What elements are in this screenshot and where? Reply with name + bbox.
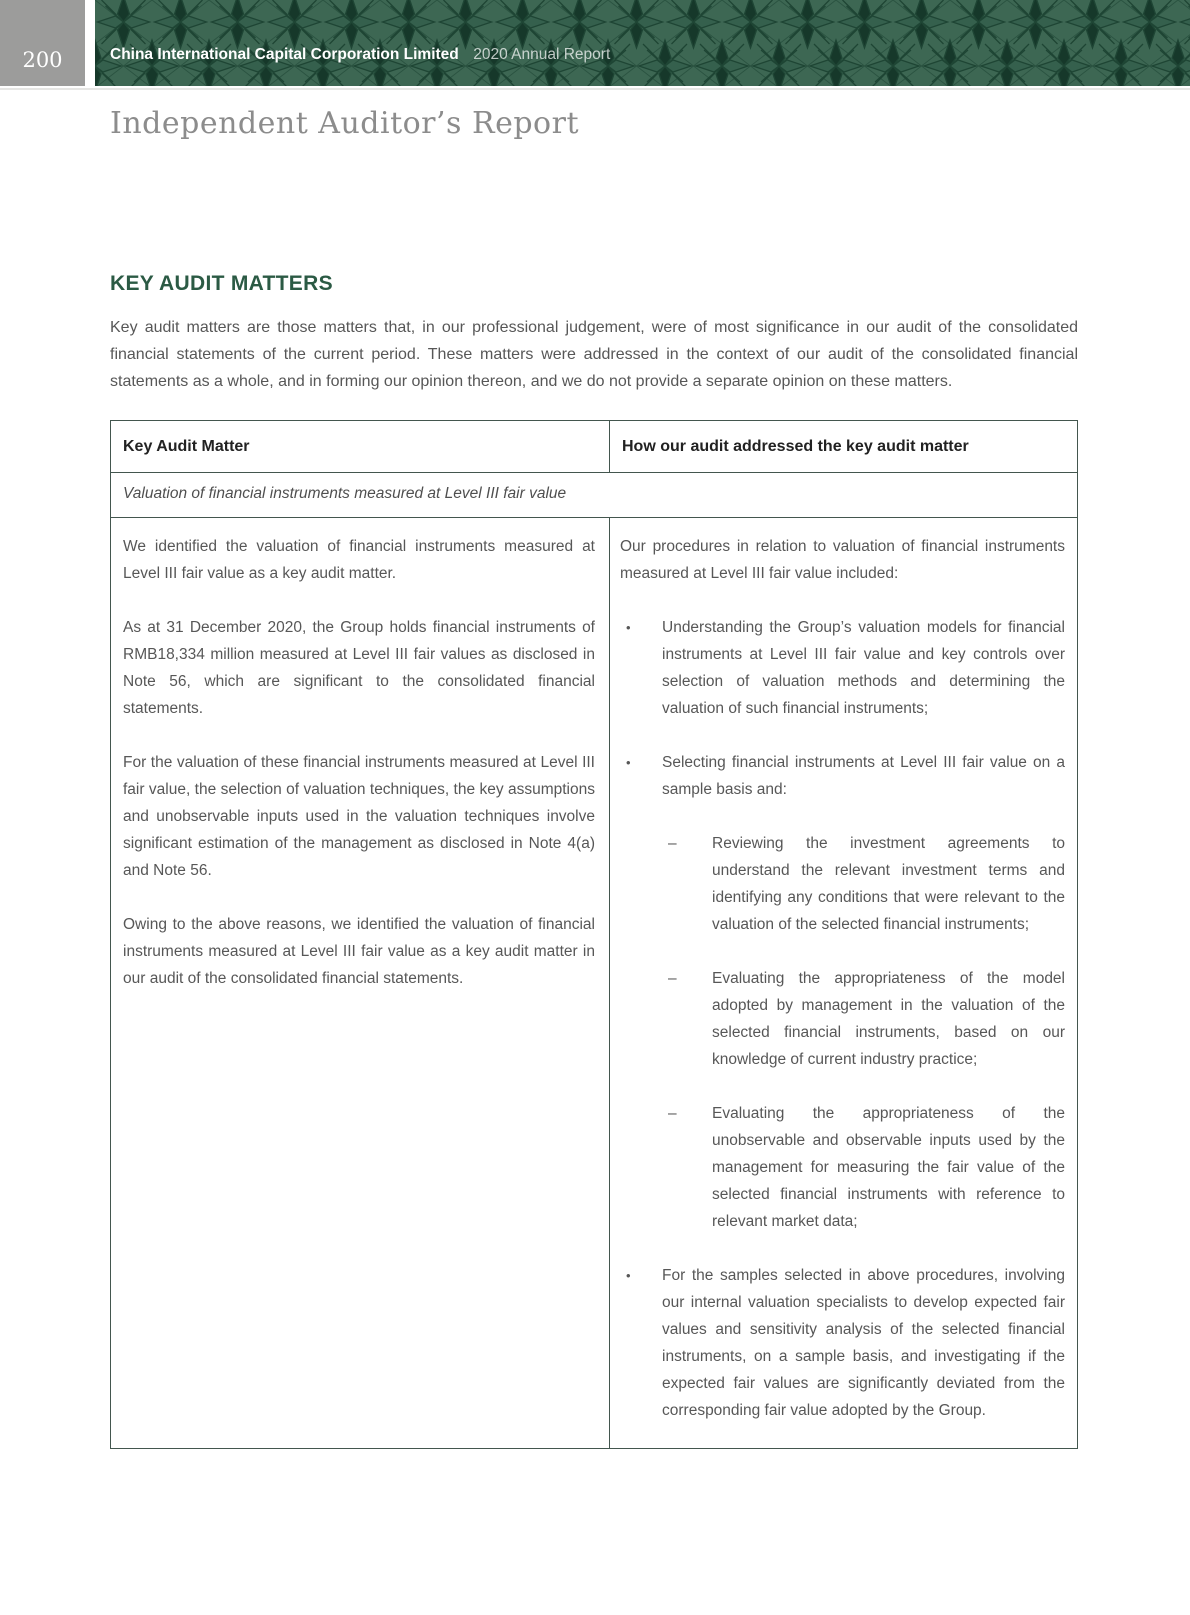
item-text: Evaluating the appropriateness of the unobservable and observable inputs used by the management for measuring the fair value of the selected financial instruments with reference to relevant market data; (712, 1105, 1065, 1230)
company-name: China International Capital Corporation Limited (110, 46, 459, 63)
right-cell (609, 518, 1077, 1448)
dash-item (668, 965, 1065, 1073)
section-intro: Key audit matters are those matters that, in our professional judgement, were of most significance in our audit of the consolidated financial statements of the current period. These matters were addressed in the context of our audit of the consolidated financial statements as a whole, and in forming our opinion thereon, and we do not provide a separate opinion on these matters. (110, 319, 1078, 390)
left-paragraph: Owing to the above reasons, we identified the valuation of financial instruments measured at Level III fair value as a key audit matter in our audit of the consolidated financial statements. (123, 916, 595, 987)
header-band (95, 0, 1190, 86)
right-intro: Our procedures in relation to valuation of financial instruments measured at Level III fair value included: (620, 538, 1065, 582)
column-header-key-audit-matter: Key Audit Matter (123, 438, 250, 455)
bullet-marker: • (626, 1268, 631, 1283)
bullet-item (620, 1262, 1065, 1424)
item-text: Understanding the Group’s valuation models for financial instruments at Level III fair value and key controls over selection of valuation methods and determining the valuation of such financial instruments; (662, 619, 1065, 717)
left-cell (111, 518, 609, 1448)
left-paragraph: As at 31 December 2020, the Group holds financial instruments of RMB18,334 million measured at Level III fair values as disclosed in Note 56, which are significant to the consolidated financial statements. (123, 619, 595, 717)
dash-marker: – (668, 835, 677, 852)
page-number: 200 (22, 48, 63, 72)
dash-marker: – (668, 970, 677, 987)
left-paragraph: For the valuation of these financial instruments measured at Level III fair value, the selection of valuation techniques, the key assumptions and unobservable inputs used in the valuation techniques involve significant estimation of the management as disclosed in Note 4(a) and Note 56. (123, 754, 595, 879)
left-paragraph: We identified the valuation of financial instruments measured at Level III fair value as a key audit matter. (123, 538, 595, 582)
right-items (620, 614, 1065, 1424)
item-text: Selecting financial instruments at Level III fair value on a sample basis and: (662, 754, 1065, 798)
page-number-box (0, 0, 85, 86)
matter-title: Valuation of financial instruments measured at Level III fair value (123, 485, 567, 502)
key-audit-matters-table (110, 420, 1078, 1449)
column-header-how-addressed: How our audit addressed the key audit matter (609, 421, 1077, 472)
dash-item (668, 1100, 1065, 1235)
table-body-row (111, 518, 1077, 1448)
dash-item (668, 830, 1065, 938)
item-text: Evaluating the appropriateness of the model adopted by management in the valuation of the selected financial instruments, based on our knowledge of current industry practice; (712, 970, 1065, 1068)
report-edition: 2020 Annual Report (473, 46, 611, 63)
bullet-marker: • (626, 755, 631, 770)
bullet-item (620, 749, 1065, 803)
matter-title-row (111, 473, 1077, 518)
dash-marker: – (668, 1105, 677, 1122)
asanoha-pattern-icon (95, 0, 1190, 86)
bullet-marker: • (626, 620, 631, 635)
item-text: For the samples selected in above procedures, involving our internal valuation specialists to develop expected fair values and sensitivity analysis of the selected financial instruments, on a sample basis, and investigating if the expected fair values are significantly deviated from the corresponding fair value adopted by the Group. (662, 1267, 1065, 1419)
table-header-row (111, 421, 1077, 473)
bullet-item (620, 614, 1065, 722)
section-heading: KEY AUDIT MATTERS (110, 272, 333, 295)
page-title: Independent Auditor’s Report (110, 106, 579, 141)
header-band-text (110, 46, 610, 64)
header-divider (0, 88, 1190, 90)
item-text: Reviewing the investment agreements to understand the relevant investment terms and identifying any conditions that were relevant to the valuation of the selected financial instruments; (712, 835, 1065, 933)
